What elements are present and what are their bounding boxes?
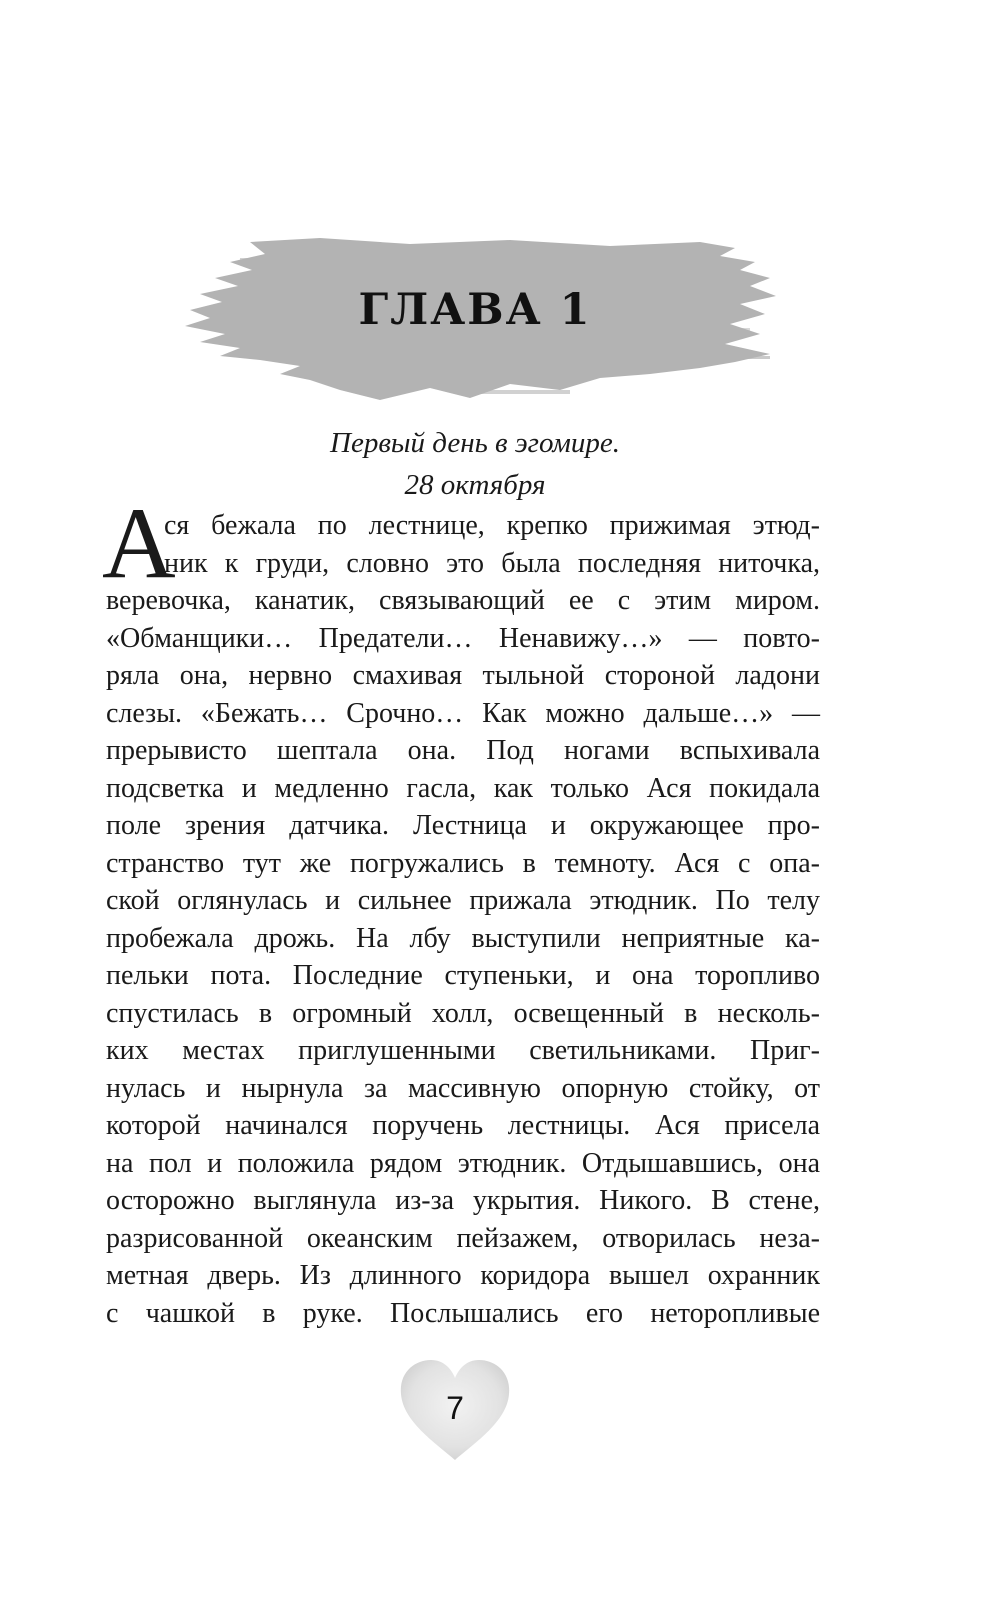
text-line: прерывисто шептала она. Под ногами вспыхивала [106,735,820,766]
text-line: нулась и нырнула за массивную опорную стойку, от [106,1072,820,1104]
body-text [102,487,820,1332]
text-line: ся бежала по лестнице, крепко прижимая этюд- [164,510,820,541]
text-line: пробежала дрожь. На лбу выступили неприятные ка- [106,922,820,954]
text-line: поле зрения датчика. Лестница и окружающее про- [106,810,820,841]
page-number: 7 [446,1390,464,1426]
text-line: странство тут же погружались в темноту. Ася с опа- [106,847,820,879]
text-line: которой начинался поручень лестницы. Ася присела [106,1110,820,1141]
chapter-title: ГЛАВА 1 [358,285,592,335]
text-line: ской оглянулась и сильнее прижала этюдник. По телу [106,885,820,916]
text-line: веревочка, канатик, связывающий ее с этим миром. [106,585,820,616]
drop-cap: А [102,487,176,600]
text-line: «Обманщики… Предатели… Ненавижу…» — повто- [106,622,820,654]
text-line: с чашкой в руке. Послышались его неторопливые [106,1297,820,1329]
text-line: ник к груди, словно это была последняя ниточка, [164,547,820,579]
text-line: слезы. «Бежать… Срочно… Как можно дальше…» — [106,697,820,729]
text-line: подсветка и медленно гасла, как только Ася покидала [106,772,820,804]
chapter-subtitle-line-2: 28 октября [404,469,546,501]
text-line: пельки пота. Последние ступеньки, и она торопливо [106,960,820,991]
text-line: осторожно выглянула из-за укрытия. Никого. В стене, [106,1185,820,1216]
text-line: ких местах приглушенными светильниками. Приг- [106,1035,820,1066]
text-line: разрисованной океанским пейзажем, отворилась неза- [106,1222,820,1254]
text-line: метная дверь. Из длинного коридора вышел охранник [106,1260,820,1291]
text-line: на пол и положила рядом этюдник. Отдышавшись, она [106,1147,820,1179]
text-line: спустилась в огромный холл, освещенный в несколь- [106,997,820,1029]
chapter-subtitle-line-1: Первый день в эгомире. [330,427,620,459]
text-line: ряла она, нервно смахивая тыльной стороной ладони [106,660,820,691]
